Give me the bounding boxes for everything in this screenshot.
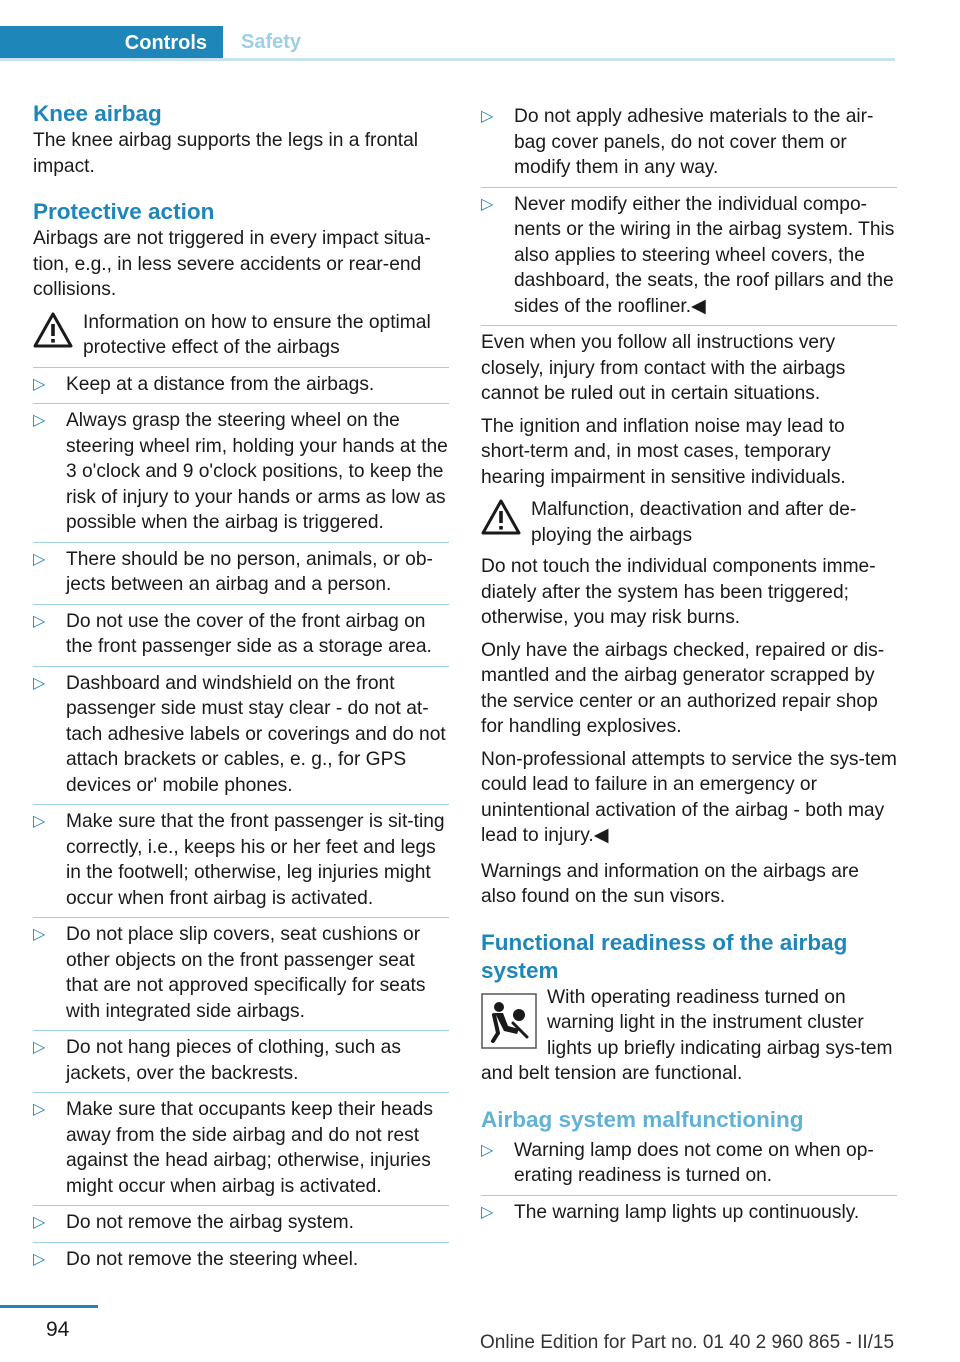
list-item: ▷ Make sure that occupants keep their heads away from the side airbag and do not rest against the head airbag; otherwise, injuries might occur when airbag is activated. (33, 1092, 449, 1205)
list-item: ▷ Do not hang pieces of clothing, such as jackets, over the backrests. (33, 1030, 449, 1092)
tab-safety[interactable]: Safety (241, 31, 302, 53)
list-item: ▷ Keep at a distance from the airbags. (33, 367, 449, 404)
functional-readiness-block (481, 985, 897, 1087)
bullet-triangle-icon: ▷ (33, 674, 46, 692)
list-item: ▷ Do not use the cover of the front airbag on the front passenger side as a storage area. (33, 604, 449, 666)
tabbar-underline (0, 58, 895, 61)
list-item: ▷ There should be no person, animals, or ob-jects between an airbag and a person. (33, 542, 449, 604)
bullet-triangle-icon: ▷ (33, 550, 46, 568)
left-column (33, 100, 449, 1278)
edition-note: Online Edition for Part no. 01 40 2 960 865 - II/15 (480, 1332, 895, 1353)
bullet-triangle-icon: ▷ (33, 813, 46, 830)
functional-readiness-text: With operating readiness turned on warning light in the instrument cluster lights up briefly indicating airbag sys-tem and belt tension are functional. (481, 986, 893, 1084)
bullet-triangle-icon: ▷ (481, 195, 494, 213)
bullet-triangle-icon: ▷ (33, 612, 46, 630)
warning-note-text: Information on how to ensure the optimal protective effect of the airbags (83, 311, 431, 358)
page-number: 94 (46, 1318, 70, 1341)
malfunction-bullet-list (481, 1134, 897, 1232)
bullet-triangle-icon: ▷ (33, 1039, 46, 1056)
list-item: ▷ Dashboard and windshield on the front passenger side must stay clear - do not at-tach adhesive labels or coverings and do not attach brackets or cables, e. g., for GPS devices or' mobile phones. (33, 666, 449, 805)
bullet-triangle-icon: ▷ (33, 1101, 46, 1118)
modify-bullet-list (481, 100, 897, 325)
protective-action-text: Airbags are not triggered in every impact situa-tion, e.g., in less severe accidents or rear-end collisions. (33, 228, 431, 300)
list-item: ▷ Warning lamp does not come on when op-erating readiness is turned on. (481, 1139, 874, 1186)
list-item: ▷ Do not remove the steering wheel. (33, 1242, 449, 1279)
tab-controls[interactable]: Controls (0, 26, 223, 61)
bullet-triangle-icon: ▷ (33, 926, 46, 943)
warning-triangle-icon (481, 499, 521, 535)
bullet-triangle-icon: ▷ (481, 108, 494, 125)
list-item: ▷ Make sure that the front passenger is sit-ting correctly, i.e., keeps his or her feet and legs in the footwell; otherwise, leg injuries might occur when front airbag is activated. (33, 804, 449, 917)
footer-rule (0, 1305, 98, 1308)
paragraph: Warnings and information on the airbags are also found on the sun visors. (481, 860, 859, 907)
knee-airbag-text: The knee airbag supports the legs in a frontal impact. (33, 130, 419, 177)
warning-note-text: Malfunction, deactivation and after de-ploying the airbags (531, 499, 857, 546)
knee-airbag-heading: Knee airbag (33, 101, 162, 126)
list-item: ▷ The warning lamp lights up continuously. (481, 1195, 897, 1232)
section-tabbar (0, 26, 895, 61)
list-item: ▷ Do not place slip covers, seat cushions or other objects on the front passenger seat that are not approved specifically for seats with integrated side airbags. (33, 917, 449, 1030)
paragraph: Only have the airbags checked, repaired or dis-mantled and the airbag generator scrapped by the service center or an authorized repair shop for handling explosives. (481, 639, 885, 737)
safety-bullet-list (33, 367, 449, 1279)
bullet-triangle-icon: ▷ (33, 1250, 46, 1268)
functional-readiness-heading: Functional readiness of the airbag system (481, 929, 848, 983)
paragraph: Non-professional attempts to service the sys-tem could lead to failure in an emergency or unintentional activation of the airbag - both may lead to injury.◀ (481, 748, 897, 846)
paragraph: Even when you follow all instructions very closely, injury from contact with the airbags cannot be ruled out in certain situations. (481, 325, 897, 407)
airbag-indicator-icon (481, 993, 537, 1049)
protective-action-heading: Protective action (33, 199, 215, 224)
malfunction-heading: Airbag system malfunctioning (481, 1106, 804, 1132)
bullet-triangle-icon: ▷ (33, 1214, 46, 1231)
list-item: ▷ Do not remove the airbag system. (33, 1205, 449, 1242)
list-item: ▷ Never modify either the individual compo-nents or the wiring in the airbag system. This also applies to steering wheel covers, the dashboard, the seats, the roof pillars and the sides of the roofliner.◀ (481, 187, 897, 326)
list-item: ▷ Always grasp the steering wheel on the steering wheel rim, holding your hands at the 3 o'clock and 9 o'clock positions, to keep the risk of injury to your hands or arms as low as possible when the airbag is triggered. (33, 403, 449, 542)
bullet-triangle-icon: ▷ (33, 412, 46, 429)
paragraph: Do not touch the individual components imme-diately after the system has been triggered; otherwise, you may risk burns. (481, 556, 876, 628)
bullet-triangle-icon: ▷ (33, 375, 46, 393)
list-item: ▷ Do not apply adhesive materials to the air-bag cover panels, do not cover them or modify them in any way. (481, 106, 874, 178)
bullet-triangle-icon: ▷ (481, 1203, 494, 1221)
warning-triangle-icon (33, 312, 73, 348)
paragraph: The ignition and inflation noise may lead to short-term and, in most cases, temporary hearing impairment in sensitive individuals. (481, 415, 846, 488)
right-column (481, 100, 897, 1231)
warning-note (33, 310, 449, 361)
bullet-triangle-icon: ▷ (481, 1141, 494, 1159)
warning-note (481, 497, 897, 548)
